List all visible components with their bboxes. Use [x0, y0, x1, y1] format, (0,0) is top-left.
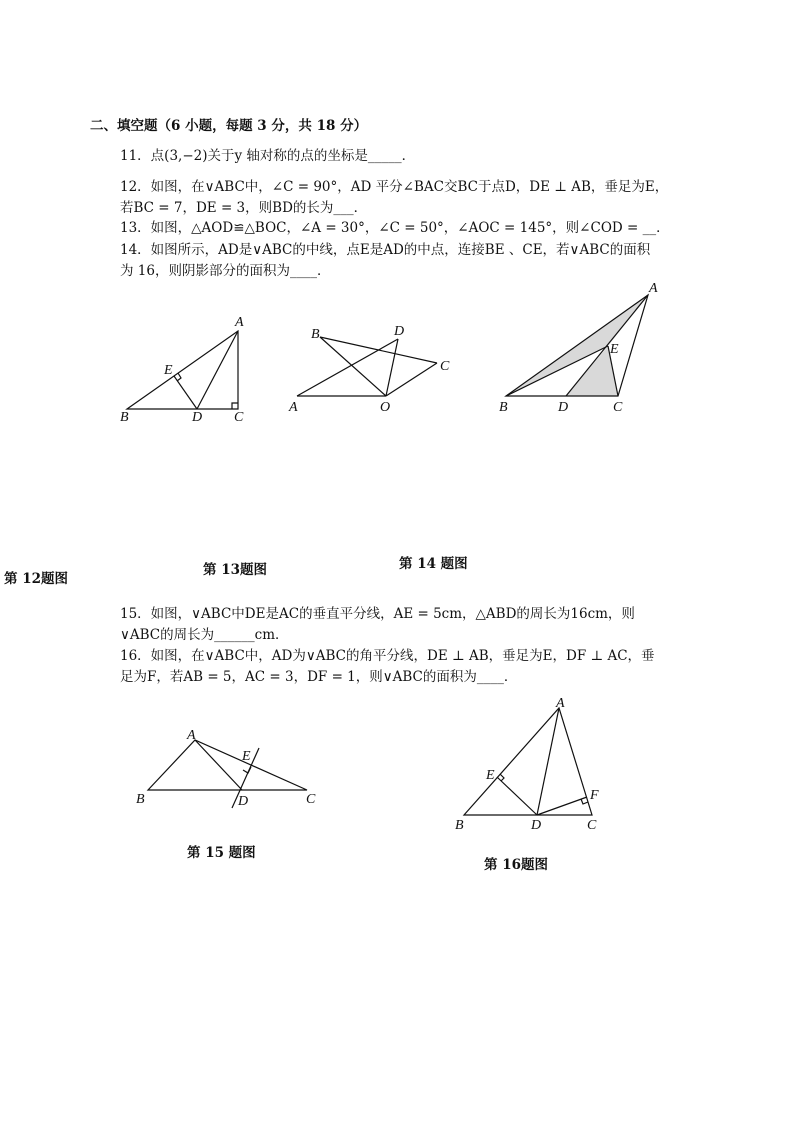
fig14-label-e: E: [610, 342, 619, 357]
fig13-label-d: D: [394, 324, 405, 339]
caption-fig15: 第 15 题图: [187, 845, 256, 861]
fig15-label-c: C: [306, 792, 316, 807]
fig16-label-d: D: [531, 818, 542, 833]
caption-fig16: 第 16题图: [484, 857, 548, 873]
question-12-line1: 12．如图，在∨ABC中，∠C = 90°，AD 平分∠BAC交BC于点D，DE ⊥ AB，垂足为E，: [120, 179, 669, 195]
fig15-label-d: D: [238, 794, 249, 809]
fig16-segment-df: [537, 797, 587, 815]
fig14-label-c: C: [613, 400, 623, 415]
caption-fig14: 第 14 题图: [399, 556, 468, 572]
question-16-line1: 16．如图，在∨ABC中，AD为∨ABC的角平分线，DE ⊥ AB，垂足为E，DF ⊥ AC，垂: [120, 648, 655, 664]
fig15-label-b: B: [136, 792, 145, 807]
fig12-label-c: C: [234, 410, 244, 425]
caption-fig12: 第 12题图: [4, 571, 68, 587]
fig16-bisector-ad: [537, 708, 559, 815]
fig12-label-e: E: [164, 363, 173, 378]
fig16-label-f: F: [590, 788, 599, 803]
question-15-line1: 15．如图，∨ABC中DE是AC的垂直平分线，AE = 5cm，△ABD的周长为16cm，则: [120, 606, 635, 622]
fig13-label-a: A: [289, 400, 298, 415]
fig14-label-d: D: [558, 400, 569, 415]
question-11: 11．点(3,−2)关于y 轴对称的点的坐标是_____．: [120, 148, 416, 164]
fig14-label-b: B: [499, 400, 508, 415]
fig16-label-a: A: [556, 696, 565, 711]
question-16-line2: 足为F，若AB = 5，AC = 3，DF = 1，则∨ABC的面积为____．: [120, 669, 518, 685]
fig12-label-d: D: [192, 410, 203, 425]
fig12-label-b: B: [120, 410, 129, 425]
fig16-triangle: [464, 708, 592, 815]
fig13-label-o: O: [380, 400, 391, 415]
fig15-label-e: E: [242, 749, 251, 764]
fig16-label-e: E: [486, 768, 495, 783]
fig13-label-c: C: [440, 359, 450, 374]
question-14-line1: 14．如图所示，AD是∨ABC的中线，点E是AD的中点，连接BE 、CE，若∨ABC的面积: [120, 242, 651, 258]
question-12-line2: 若BC = 7，DE = 3，则BD的长为___．: [120, 200, 368, 216]
question-15-line2: ∨ABC的周长为______cm．: [120, 627, 289, 643]
question-13: 13．如图，△AOD≌△BOC，∠A = 30°，∠C = 50°，∠AOC = 145°，则∠COD = __．: [120, 220, 670, 236]
fig15-label-a: A: [187, 728, 196, 743]
section-heading: 二、填空题（6 小题，每题 3 分，共 18 分）: [90, 118, 368, 134]
fig16-label-b: B: [455, 818, 464, 833]
fig16-segment-de: [497, 777, 537, 815]
fig16-label-c: C: [587, 818, 597, 833]
caption-fig13: 第 13题图: [203, 562, 267, 578]
fig13-label-b: B: [311, 327, 320, 342]
fig14-label-a: A: [649, 281, 658, 296]
question-14-line2: 为 16，则阴影部分的面积为____．: [120, 263, 331, 279]
fig12-label-a: A: [235, 315, 244, 330]
